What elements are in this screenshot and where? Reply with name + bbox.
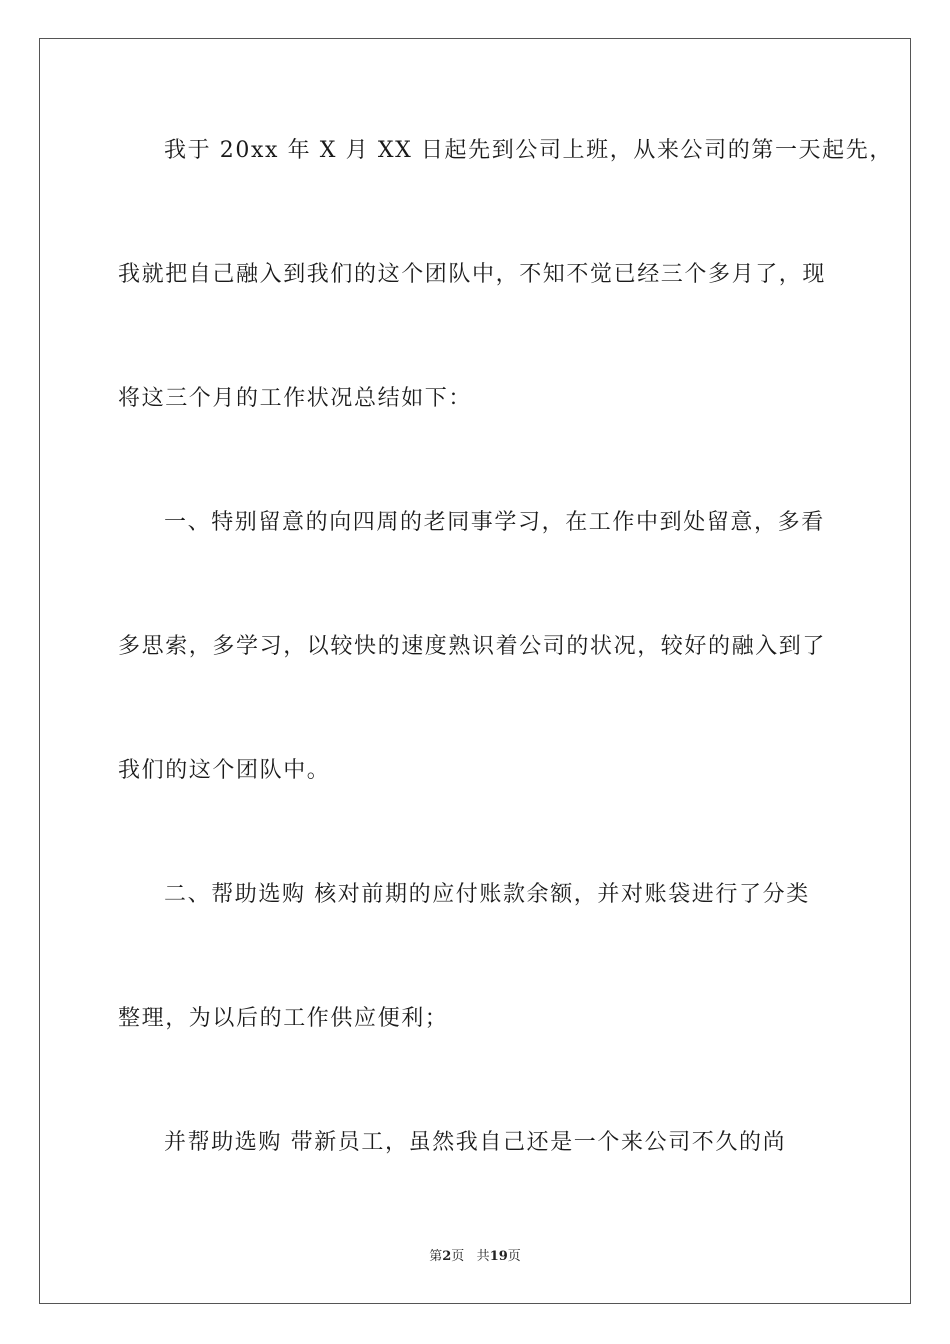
page-prefix: 第 <box>429 1249 443 1264</box>
page-border <box>39 38 911 1304</box>
paragraph-1-line-1: 我于 20xx 年 X 月 XX 日起先到公司上班，从来公司的第一天起先， <box>164 138 893 163</box>
page-footer <box>0 1248 950 1266</box>
total-prefix: 共 <box>476 1249 490 1264</box>
page-suffix: 页 <box>451 1249 465 1264</box>
paragraph-3-line-1: 二、帮助选购 核对前期的应付账款余额，并对账袋进行了分类 <box>164 882 810 907</box>
paragraph-2-line-2: 多思索，多学习，以较快的速度熟识着公司的状况，较好的融入到了 <box>118 634 827 659</box>
paragraph-3-line-2: 整理，为以后的工作供应便利； <box>118 1006 449 1031</box>
total-pages-number: 19 <box>489 1249 508 1264</box>
paragraph-2-line-1: 一、特别留意的向四周的老同事学习，在工作中到处留意，多看 <box>164 510 825 535</box>
current-page-number: 2 <box>442 1249 452 1264</box>
total-suffix: 页 <box>507 1249 521 1264</box>
paragraph-4-line-1: 并帮助选购 带新员工，虽然我自己还是一个来公司不久的尚 <box>164 1130 787 1155</box>
paragraph-1-line-2: 我就把自己融入到我们的这个团队中，不知不觉已经三个多月了，现 <box>118 262 827 287</box>
paragraph-1-line-3: 将这三个月的工作状况总结如下： <box>118 386 473 411</box>
paragraph-2-line-3: 我们的这个团队中。 <box>118 758 331 783</box>
